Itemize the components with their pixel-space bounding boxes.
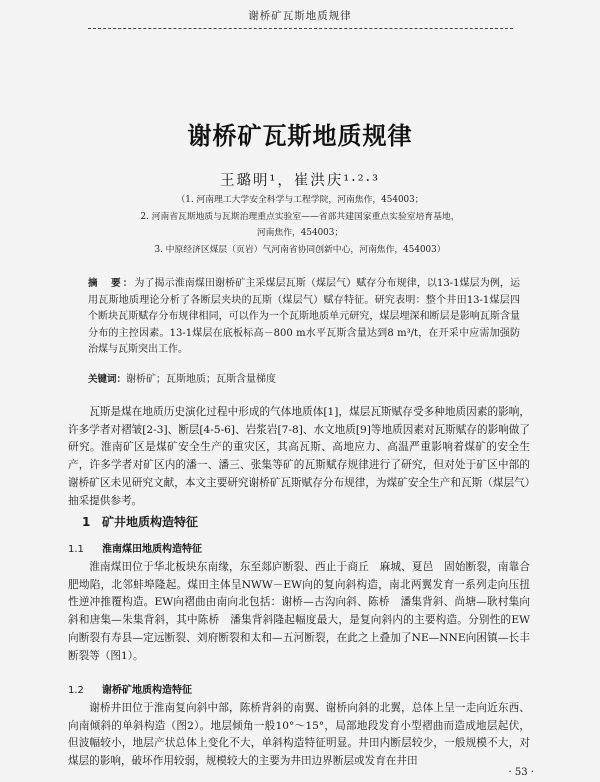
abstract-label: 摘 要： [88,278,135,289]
subsection-title: 谢桥矿地质构造特征 [102,685,192,696]
subsection-heading [68,540,202,555]
subsection-heading [68,681,192,696]
affiliation-line: 2. 河南省瓦斯地质与瓦斯治理重点实验室——省部共建国家重点实验室培育基地， [140,211,460,222]
affiliation-line: （1. 河南理工大学安全科学与工程学院，河南焦作，454003； [176,195,424,205]
section-heading [82,513,198,530]
intro-paragraph: 瓦斯是煤在地质历史演化过程中形成的气体地质体[1]，煤层瓦斯赋存受多种地质因素的影响，许多学者对褶皱[2-3]、断层[4-5-6]、岩浆岩[7-8]、水文地质[9]等地质因素对瓦斯赋存的影响做了研究。淮南矿区是煤矿安全生产的重灾区，其高瓦斯、高地应力、高温严重影响着煤矿的安全生产，许多学者对矿区内的潘一、潘三、张集等矿的瓦斯赋存规律进行了研究，但对处于矿区中部的谢桥矿区未见研究文献，本文主要研究谢桥矿瓦斯赋存分布规律，为煤矿安全生产和瓦斯（煤层气）抽采提供参考。 [68,406,530,507]
page-number: · 53 · [508,767,534,778]
affiliation-line: 3. 中原经济区煤层（页岩）气河南省协同创新中心，河南焦作，454003） [154,244,446,255]
authors: 王璐明¹，崔洪庆¹·²·³ [220,173,380,189]
keywords [88,372,520,388]
subsection-title: 淮南煤田地质构造特征 [102,544,202,555]
keywords-text: 谢桥矿；瓦斯地质；瓦斯含量梯度 [126,374,277,385]
subsection-number: 1.2 [68,685,84,696]
running-head: 谢桥矿瓦斯地质规律 [248,10,352,22]
keywords-label: 关键词： [88,374,127,385]
subsection-paragraph: 谢桥井田位于淮南复向斜中部，陈桥背斜的南翼、谢桥向斜的北翼，总体上呈一走向近东西、向南倾斜的单斜构造（图2）。地层倾角一般10°～15°，局部地段发育小型褶曲而造成地层起伏，但波幅较小，地层产状总体上变化不大，单斜构造特征明显。井田内断层较少，一般规模不大，对煤层的影响，破坏作用较弱，规模较大的主要为井田边界断层或发育在井田 [68,702,530,768]
section-number: 1 [82,515,91,529]
paper-title: 谢桥矿瓦斯地质规律 [187,121,413,150]
abstract [88,276,520,359]
section-title: 矿井地质构造特征 [102,515,199,529]
abstract-text: 为了揭示淮南煤田谢桥矿主采煤层瓦斯（煤层气）赋存分布规律，以13-1煤层为例，运用瓦斯地质理论分析了各断层夹块的瓦斯（煤层气）赋存特征。研究表明：整个井田13-1煤层四个断块瓦斯赋存分布规律相同，可以作为一个瓦斯地质单元研究，煤层埋深和断层是影响瓦斯含量分布的主控因素。13-1煤层在底板标高－800 m水平瓦斯含量达到8 m³/t，在开采中应需加强防治煤与瓦斯突出工作。 [88,278,520,356]
subsection-paragraph: 淮南煤田位于华北板块东南缘，东至郯庐断裂、西止于商丘 麻城、夏邑 固始断裂，南靠合肥坳陷，北邻蚌埠隆起。煤田主体呈NWW－EW向的复向斜构造，南北两翼发育一系列走向压扭性逆冲推覆构造。EW向褶曲由南向北包括：谢桥—古沟向斜、陈桥 潘集背斜、尚塘—耿村集向斜和唐集—朱集背斜，其中陈桥 潘集背斜隆起幅度最大，是复向斜内的主要构造。分别性的EW向断裂有寿县—定远断裂、刘府断裂和太和—五河断裂，在此之上叠加了NE—NNE向困镇—长丰断裂等（图1）。 [68,561,530,662]
affiliations [40,192,560,258]
affiliation-line: 河南焦作，454003； [256,228,344,238]
header-rule [88,28,513,29]
subsection-number: 1.1 [68,544,84,555]
